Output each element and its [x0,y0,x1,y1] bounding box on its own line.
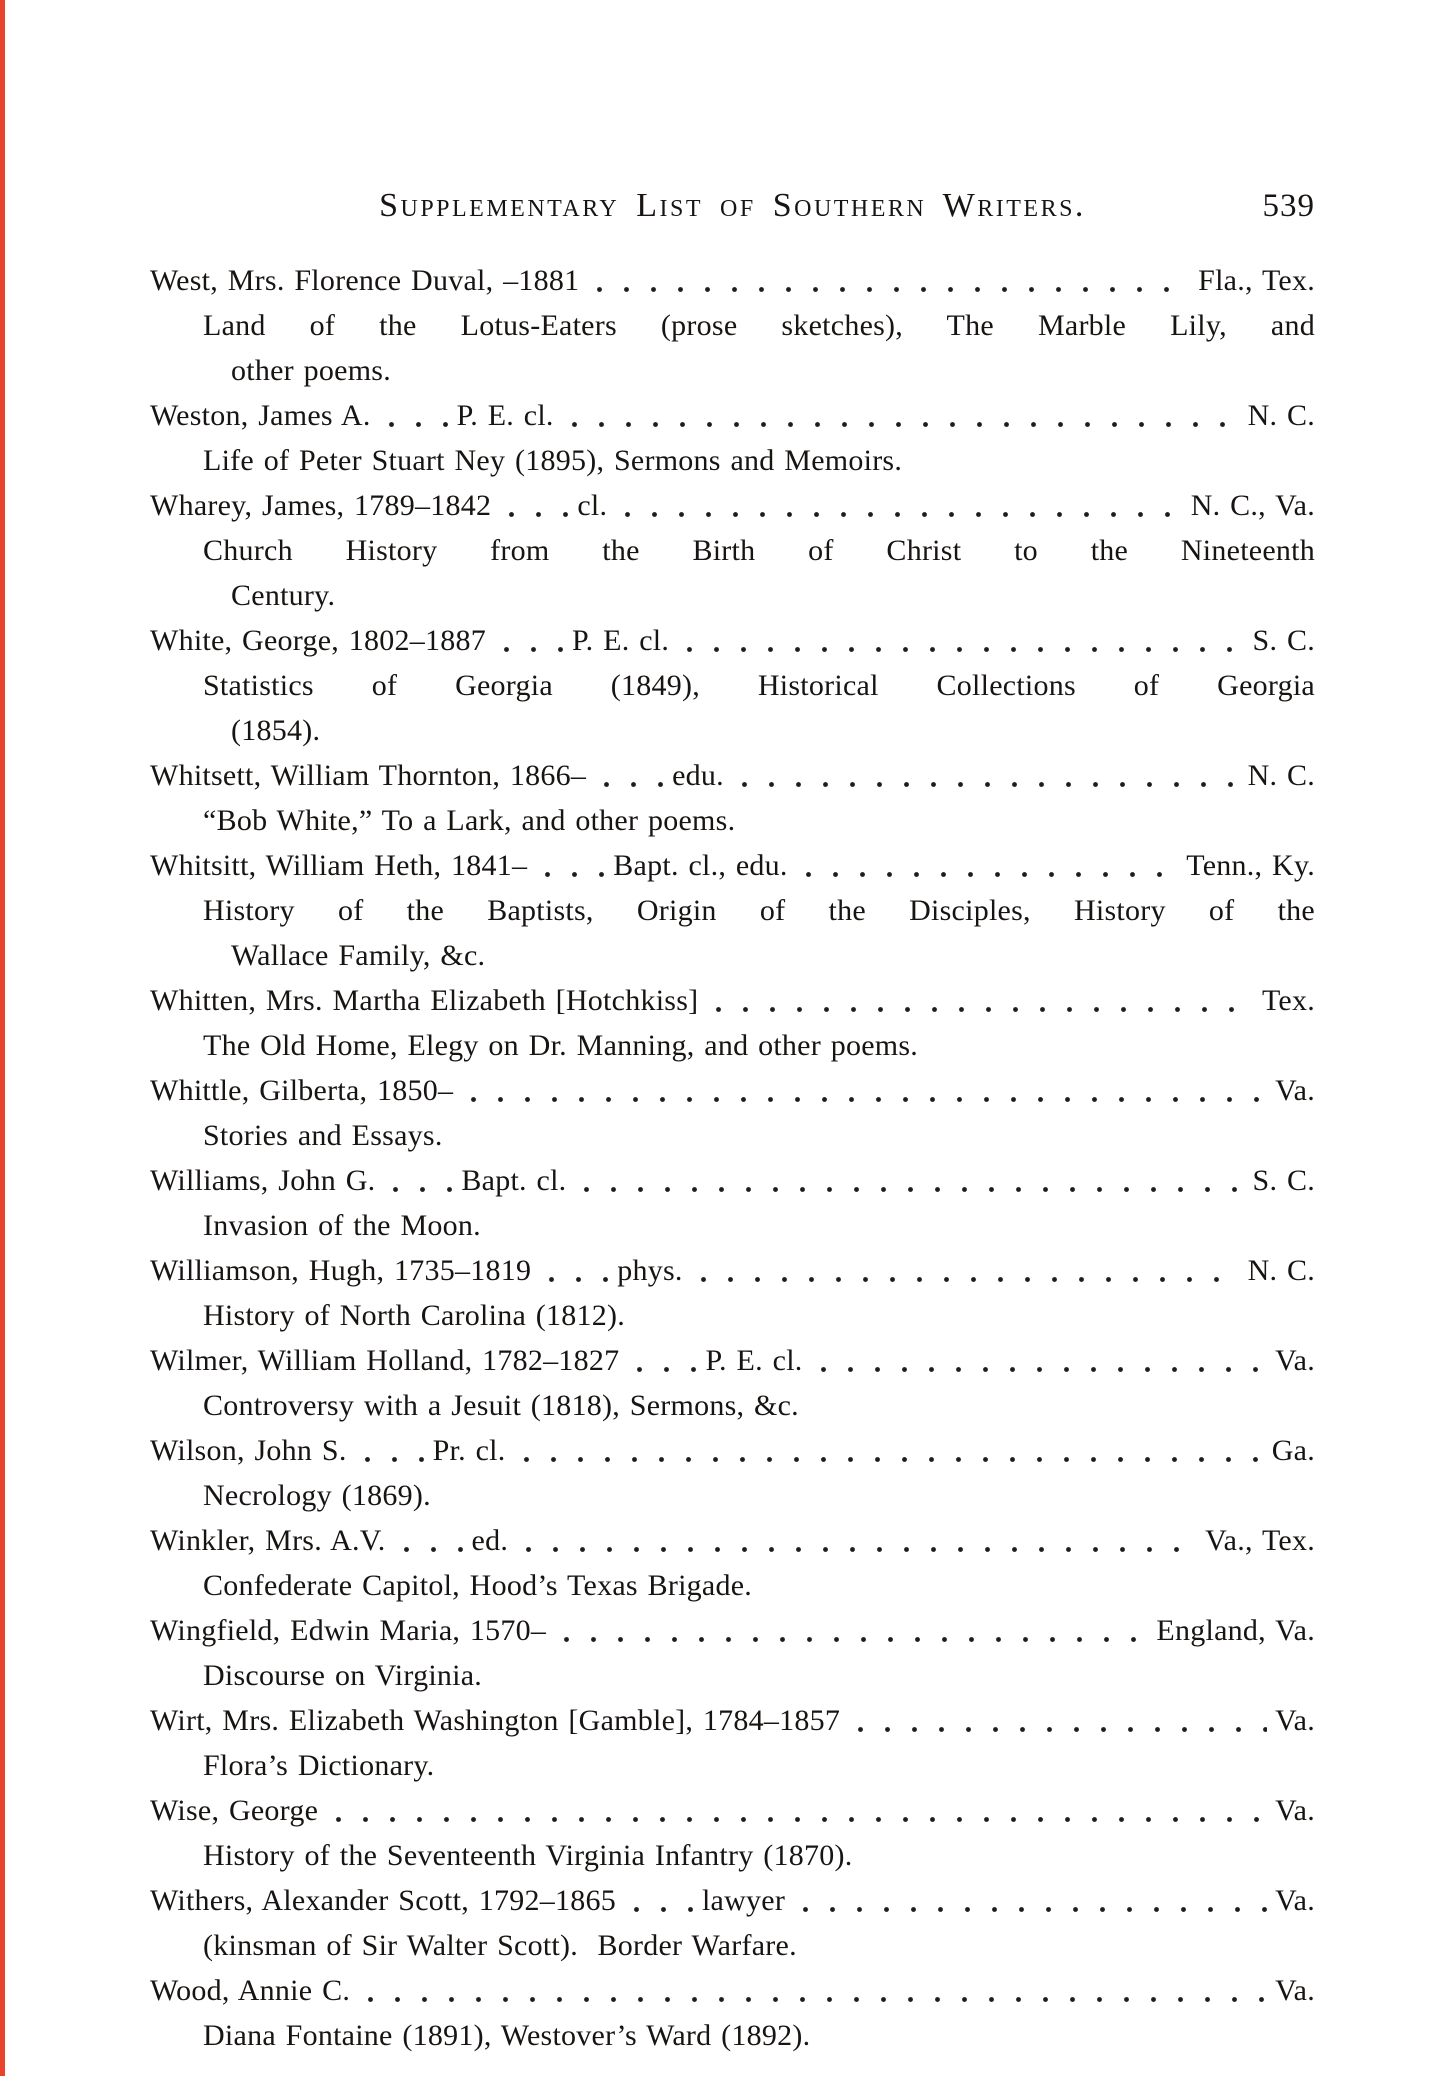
dot-leader [616,1878,702,1923]
writer-entry [150,1788,1315,1878]
entry-main-line [150,618,1315,663]
entry-name: Wood, Annie C. [150,1974,351,2007]
work-title-line: Diana Fontaine (1891), Westover’s Ward (1892). [203,2019,811,2052]
entry-name: Wilmer, William Holland, 1782–1827 [150,1344,620,1377]
dot-leader [586,753,672,798]
entry-location: Ga. [1271,1434,1315,1467]
entry-main-line [150,1968,1315,2013]
work-title-line: Discourse on Virginia. [203,1659,483,1692]
entry-descriptor: ed. [471,1524,509,1557]
entry-location: Va., Tex. [1205,1524,1315,1557]
work-title-line: History of the Seventeenth Virginia Infantry (1870). [203,1839,853,1872]
writer-entry [150,1698,1315,1788]
dot-leader [371,393,457,438]
dot-leader [375,1158,461,1203]
writer-entry [150,1608,1315,1698]
work-title-line: Century. [231,579,336,612]
dot-leader [546,1608,1148,1653]
entry-name: White, George, 1802–1887 [150,624,487,657]
entry-name: Williamson, Hugh, 1735–1819 [150,1254,532,1287]
entry-name: Wise, George [150,1794,319,1827]
dot-leader [386,1518,472,1563]
work-title-line: Wallace Family, &c. [231,939,486,972]
page-header [150,182,1315,230]
entry-main-line [150,483,1315,528]
dot-leader [491,483,577,528]
entry-main-line [150,393,1315,438]
entry-main-line [150,843,1315,888]
page-number: 539 [1262,188,1315,224]
dot-leader [453,1068,1267,1113]
dot-leader [508,1518,1197,1563]
page-title: Supplementary List of Southern Writers. [379,187,1086,224]
entry-descriptor: Pr. cl. [432,1434,506,1467]
entry-location: Tenn., Ky. [1186,849,1315,882]
work-title-line: History of the Baptists, Origin of the Disciples, History of the [203,894,1315,927]
dot-leader [803,1338,1268,1383]
dot-leader [619,1338,705,1383]
entry-descriptor: Bapt. cl., edu. [613,849,788,882]
dot-leader [579,258,1190,303]
work-title-line: History of North Carolina (1812). [203,1299,626,1332]
work-title-line: other poems. [231,354,391,387]
entry-descriptor: P. E. cl. [456,399,554,432]
entry-location: N. C. [1247,759,1315,792]
entry-name: Whitsitt, William Heth, 1841– [150,849,528,882]
entry-name: Winkler, Mrs. A.V. [150,1524,386,1557]
entry-name: Weston, James A. [150,399,371,432]
entry-main-line [150,1518,1315,1563]
dot-leader [724,753,1240,798]
work-title-line: Controversy with a Jesuit (1818), Sermons, &c. [203,1389,799,1422]
work-title-line: The Old Home, Elegy on Dr. Manning, and other poems. [203,1029,919,1062]
dot-leader [840,1698,1267,1743]
entry-name: Whitten, Mrs. Martha Elizabeth [Hotchkiss] [150,984,699,1017]
writer-entry [150,843,1315,978]
entry-main-line [150,1248,1315,1293]
writer-entry [150,1158,1315,1248]
writer-entry [150,978,1315,1068]
writer-entry [150,393,1315,483]
dot-leader [527,843,613,888]
entry-location: England, Va. [1156,1614,1315,1647]
entry-descriptor: lawyer [701,1884,786,1917]
work-title-line: Confederate Capitol, Hood’s Texas Brigade. [203,1569,753,1602]
dot-leader [486,618,572,663]
entry-main-line [150,753,1315,798]
work-title-line: Invasion of the Moon. [203,1209,481,1242]
entry-main-line [150,978,1315,1023]
entry-location: Va. [1275,1344,1315,1377]
work-title-line: “Bob White,” To a Lark, and other poems. [203,804,736,837]
entry-location: Va. [1275,1794,1315,1827]
entry-main-line [150,1068,1315,1113]
dot-leader [350,1968,1267,2013]
entry-main-line [150,1158,1315,1203]
work-title-line: (1854). [231,714,321,747]
dot-leader [506,1428,1264,1473]
entry-location: Va. [1275,1884,1315,1917]
entry-descriptor: cl. [577,489,608,522]
dot-leader [566,1158,1244,1203]
entry-name: Wharey, James, 1789–1842 [150,489,492,522]
entry-location: S. C. [1252,624,1315,657]
entry-location: N. C. [1247,399,1315,432]
work-title-line: Life of Peter Stuart Ney (1895), Sermons and Memoirs. [203,444,903,477]
scan-red-edge [0,0,5,2076]
work-title-line: Church History from the Birth of Christ to the Nineteenth [203,534,1315,567]
dot-leader [554,393,1240,438]
entry-main-line [150,1788,1315,1833]
dot-leader [318,1788,1267,1833]
page-content [150,182,1315,2058]
dot-leader [669,618,1244,663]
writer-entry [150,258,1315,393]
entry-location: N. C. [1247,1254,1315,1287]
writer-entry [150,1968,1315,2058]
work-title-line: Necrology (1869). [203,1479,431,1512]
dot-leader [347,1428,433,1473]
entry-name: Wingfield, Edwin Maria, 1570– [150,1614,547,1647]
work-title-line: (kinsman of Sir Walter Scott). Border Warfare. [203,1929,797,1962]
work-title-line: Flora’s Dictionary. [203,1749,435,1782]
entry-location: Va. [1275,1974,1315,2007]
dot-leader [698,978,1254,1023]
entry-main-line [150,1698,1315,1743]
entry-location: S. C. [1252,1164,1315,1197]
entry-name: Whittle, Gilberta, 1850– [150,1074,454,1107]
dot-leader [531,1248,617,1293]
work-title-line: Statistics of Georgia (1849), Historical Collections of Georgia [203,669,1315,702]
entry-name: Withers, Alexander Scott, 1792–1865 [150,1884,616,1917]
entry-name: West, Mrs. Florence Duval, –1881 [150,264,580,297]
entry-main-line [150,1608,1315,1653]
entry-location: Fla., Tex. [1198,264,1315,297]
entry-name: Whitsett, William Thornton, 1866– [150,759,587,792]
writer-entry [150,618,1315,753]
entry-name: Wilson, John S. [150,1434,347,1467]
writer-entry [150,1428,1315,1518]
entry-name: Wirt, Mrs. Elizabeth Washington [Gamble], 1784–1857 [150,1704,841,1737]
writer-list [150,258,1315,2058]
dot-leader [785,1878,1267,1923]
work-title-line: Stories and Essays. [203,1119,443,1152]
writer-entry [150,1068,1315,1158]
writer-entry [150,483,1315,618]
writer-entry [150,1878,1315,1968]
entry-descriptor: Bapt. cl. [461,1164,567,1197]
entry-location: Tex. [1261,984,1315,1017]
entry-descriptor: P. E. cl. [572,624,670,657]
dot-leader [683,1248,1240,1293]
entry-main-line [150,1338,1315,1383]
entry-main-line [150,1878,1315,1923]
writer-entry [150,1338,1315,1428]
work-title-line: Land of the Lotus-Eaters (prose sketches), The Marble Lily, and [203,309,1315,342]
writer-entry [150,753,1315,843]
entry-location: N. C., Va. [1190,489,1315,522]
entry-main-line [150,1428,1315,1473]
dot-leader [788,843,1179,888]
entry-main-line [150,258,1315,303]
writer-entry [150,1518,1315,1608]
entry-descriptor: P. E. cl. [705,1344,803,1377]
writer-entry [150,1248,1315,1338]
entry-location: Va. [1275,1074,1315,1107]
entry-location: Va. [1275,1704,1315,1737]
entry-descriptor: edu. [672,759,724,792]
entry-name: Williams, John G. [150,1164,376,1197]
entry-descriptor: phys. [617,1254,683,1287]
dot-leader [607,483,1182,528]
